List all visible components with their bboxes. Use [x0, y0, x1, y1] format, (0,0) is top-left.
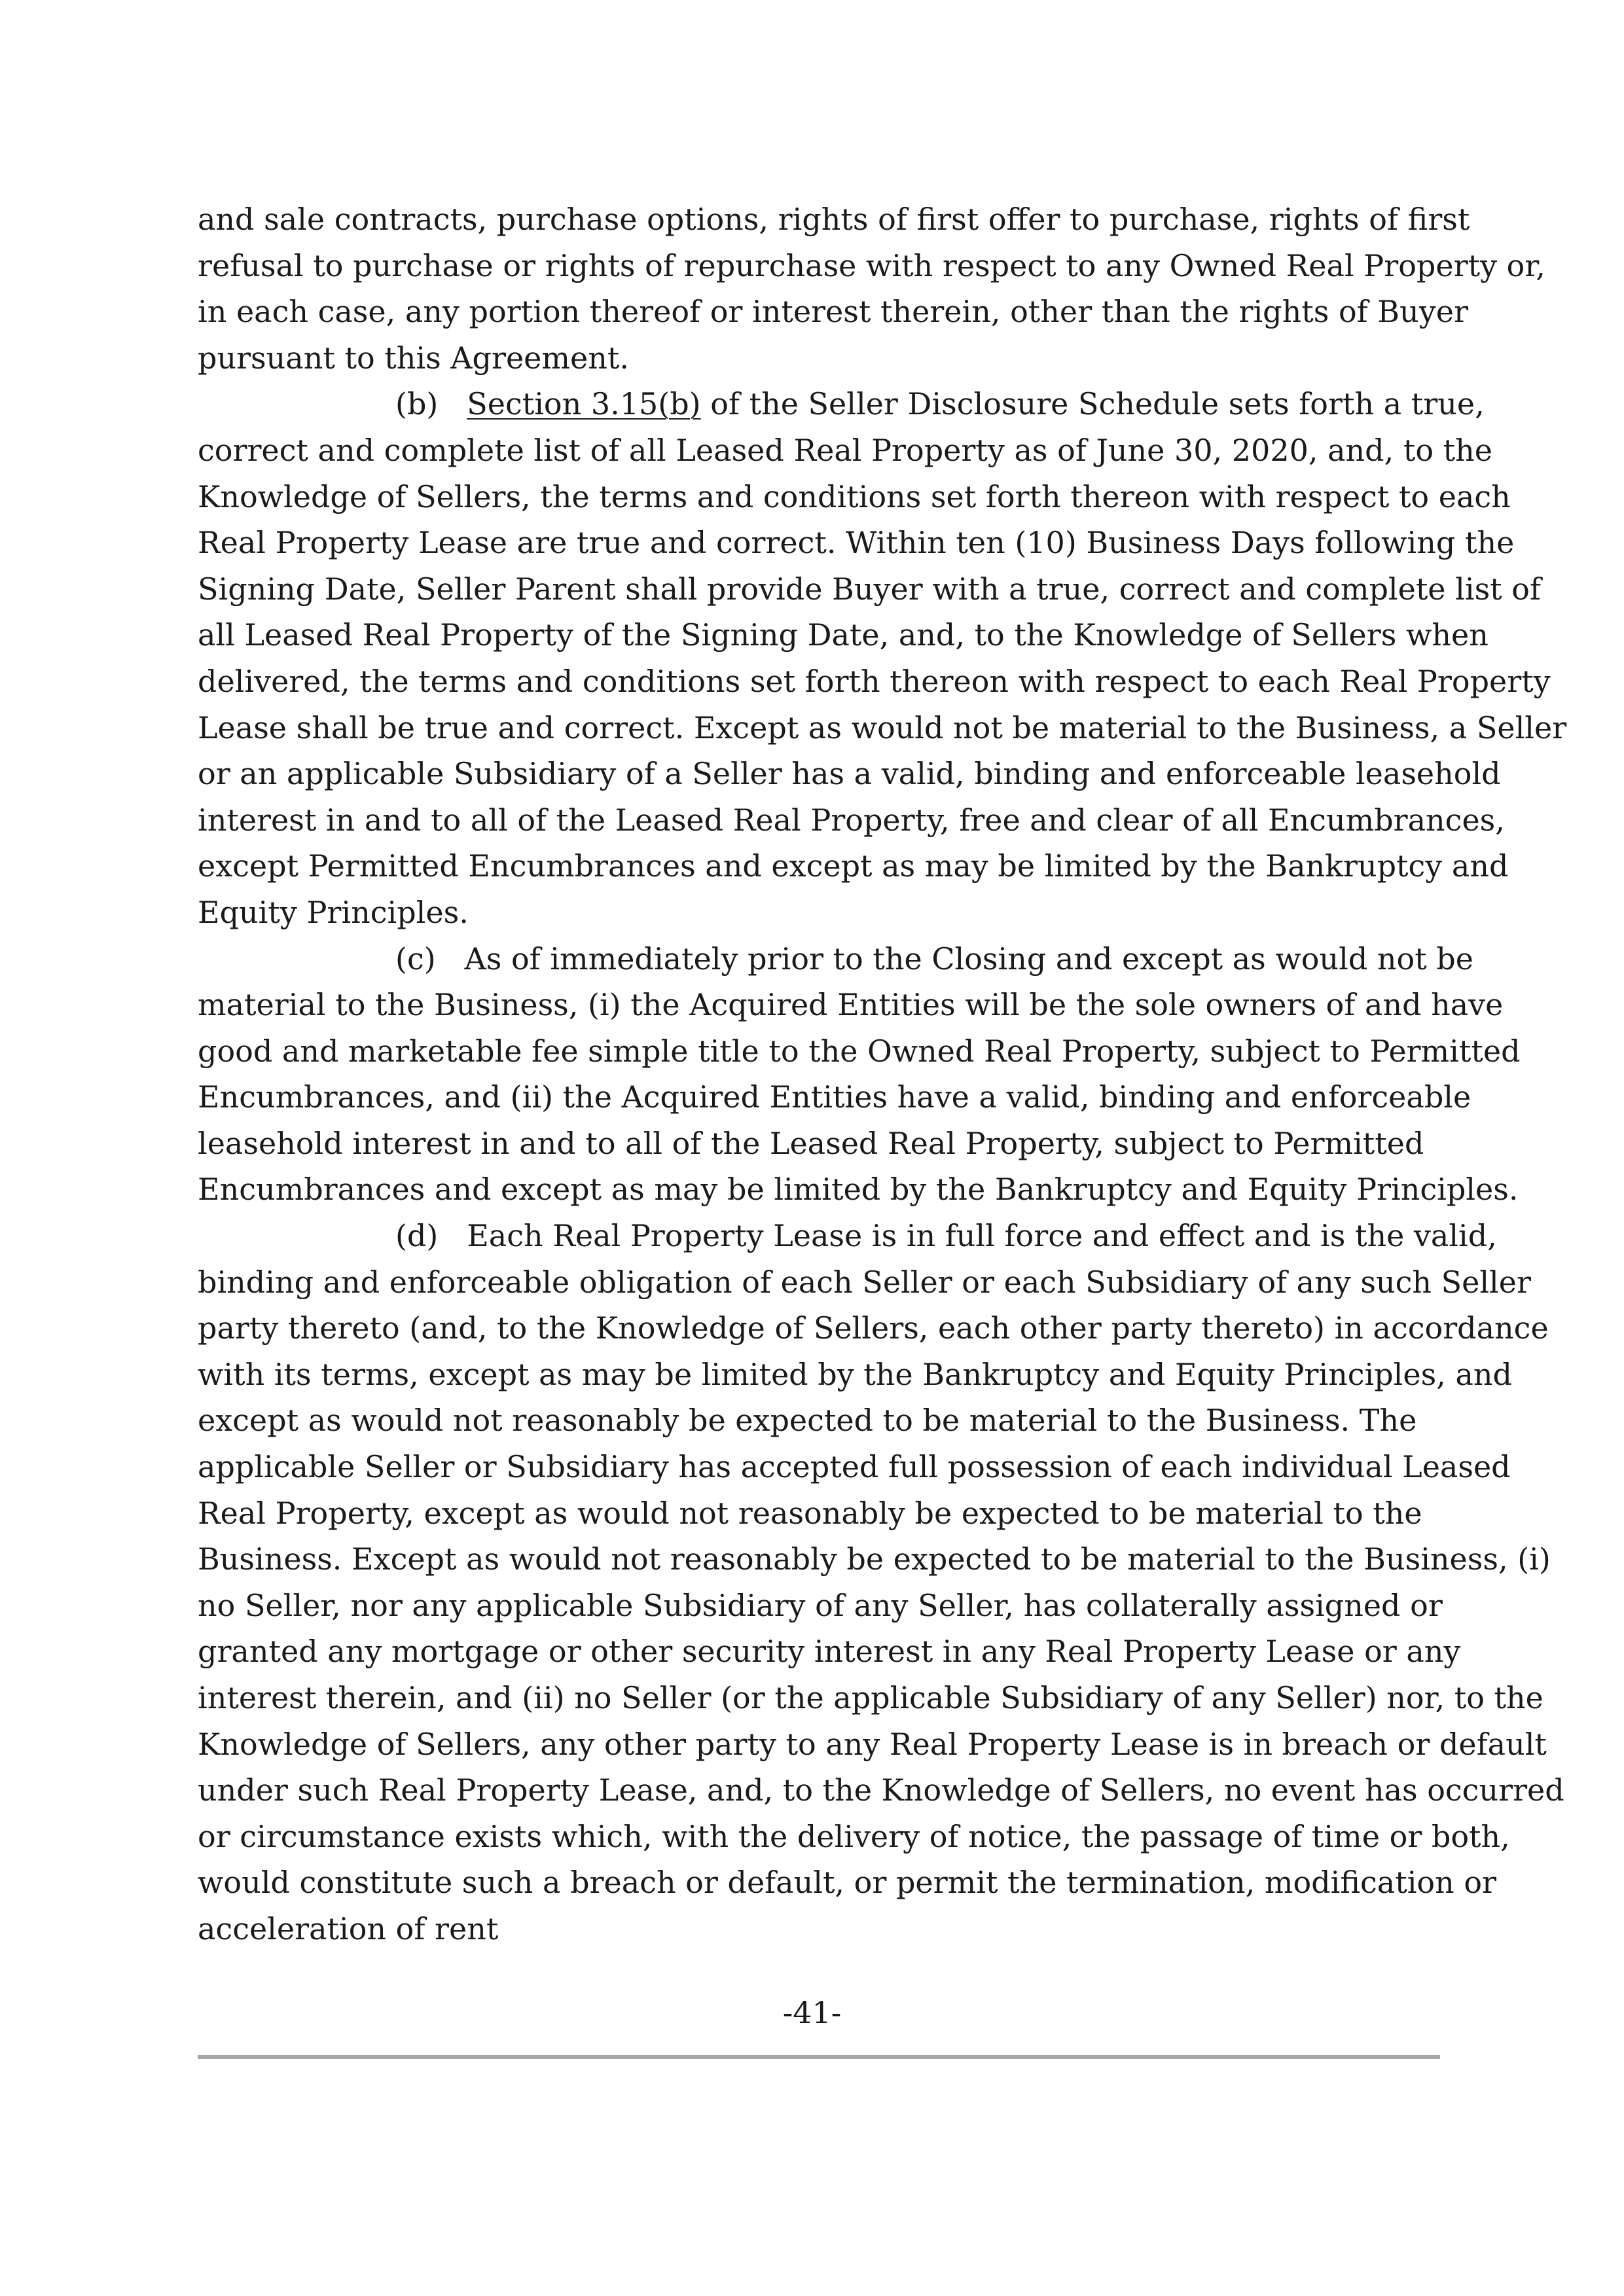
text-line: pursuant to this Agreement. [198, 340, 629, 376]
text-line: would constitute such a breach or default, or permit the termination, modification or [198, 1865, 1497, 1901]
text-line: binding and enforceable obligation of each Seller or each Subsidiary of any such Seller [198, 1264, 1531, 1300]
paragraph-lead-line [198, 936, 1473, 982]
text-line: except as would not reasonably be expected to be material to the Business. The [198, 1403, 1417, 1439]
paragraph-marker: (c) [395, 941, 436, 977]
text-line: all Leased Real Property of the Signing Date, and, to the Knowledge of Sellers when [198, 617, 1489, 653]
paragraph-a-continuation [198, 196, 1545, 381]
paragraph-b [198, 381, 1567, 935]
text-line: interest therein, and (ii) no Seller (or the applicable Subsidiary of any Seller) nor, to the [198, 1680, 1543, 1715]
paragraph-lead-line [198, 1213, 1497, 1259]
text-line: Real Property, except as would not reasonably be expected to be material to the [198, 1495, 1422, 1531]
text-line: Lease shall be true and correct. Except as would not be material to the Business, a Seller [198, 709, 1567, 745]
text-line: Real Property Lease are true and correct. Within ten (10) Business Days following the [198, 525, 1515, 561]
text-line: good and marketable fee simple title to the Owned Real Property, subject to Permitted [198, 1033, 1521, 1069]
paragraph-lead-text: As of immediately prior to the Closing and except as would not be [464, 941, 1473, 977]
page-number: -41- [782, 1995, 842, 2030]
text-line: and sale contracts, purchase options, rights of first offer to purchase, rights of first [198, 202, 1470, 237]
text-line: under such Real Property Lease, and, to the Knowledge of Sellers, no event has occurred [198, 1772, 1564, 1808]
text-line: in each case, any portion thereof or interest therein, other than the rights of Buyer [198, 294, 1468, 330]
text-line: refusal to purchase or rights of repurchase with respect to any Owned Real Property or, [198, 247, 1545, 283]
text-line: leasehold interest in and to all of the Leased Real Property, subject to Permitted [198, 1125, 1424, 1161]
text-line: Business. Except as would not reasonably be expected to be material to the Business, (i) [198, 1541, 1551, 1577]
text-line: Knowledge of Sellers, the terms and conditions set forth thereon with respect to each [198, 478, 1511, 514]
text-line: applicable Seller or Subsidiary has accepted full possession of each individual Leased [198, 1449, 1511, 1485]
text-line: party thereto (and, to the Knowledge of Sellers, each other party thereto) in accordance [198, 1310, 1549, 1346]
text-line: correct and complete list of all Leased Real Property as of June 30, 2020, and, to the [198, 432, 1492, 468]
text-line: Signing Date, Seller Parent shall provide Buyer with a true, correct and complete list of [198, 571, 1542, 607]
paragraph-d [198, 1213, 1564, 1952]
text-line: or an applicable Subsidiary of a Seller has a valid, binding and enforceable leasehold [198, 756, 1501, 792]
paragraph-marker: (b) [395, 386, 439, 422]
footer-divider [198, 2055, 1440, 2059]
text-line: Equity Principles. [198, 894, 469, 930]
paragraph-lead-line [198, 381, 1485, 427]
paragraph-marker: (d) [395, 1218, 439, 1254]
text-line: with its terms, except as may be limited by the Bankruptcy and Equity Principles, and [198, 1356, 1512, 1392]
text-line: acceleration of rent [198, 1910, 499, 1946]
paragraph-lead-text: of the Seller Disclosure Schedule sets forth a true, [700, 386, 1485, 422]
text-line: except Permitted Encumbrances and except as may be limited by the Bankruptcy and [198, 848, 1509, 884]
text-line: Encumbrances, and (ii) the Acquired Entities have a valid, binding and enforceable [198, 1079, 1471, 1115]
section-reference-link[interactable]: Section 3.15(b) [467, 386, 701, 422]
text-line: no Seller, nor any applicable Subsidiary of any Seller, has collaterally assigned or [198, 1587, 1443, 1623]
document-body [198, 196, 1567, 1952]
text-line: or circumstance exists which, with the delivery of notice, the passage of time or both, [198, 1818, 1510, 1854]
text-line: granted any mortgage or other security interest in any Real Property Lease or any [198, 1634, 1461, 1670]
text-line: delivered, the terms and conditions set forth thereon with respect to each Real Property [198, 663, 1551, 699]
text-line: Knowledge of Sellers, any other party to any Real Property Lease is in breach or default [198, 1726, 1547, 1762]
paragraph-c [198, 936, 1521, 1213]
text-line: material to the Business, (i) the Acquired Entities will be the sole owners of and have [198, 987, 1504, 1023]
text-line: interest in and to all of the Leased Real Property, free and clear of all Encumbrances, [198, 802, 1505, 838]
paragraph-lead-text: Each Real Property Lease is in full force and effect and is the valid, [467, 1218, 1497, 1254]
text-line: Encumbrances and except as may be limited by the Bankruptcy and Equity Principles. [198, 1172, 1519, 1208]
